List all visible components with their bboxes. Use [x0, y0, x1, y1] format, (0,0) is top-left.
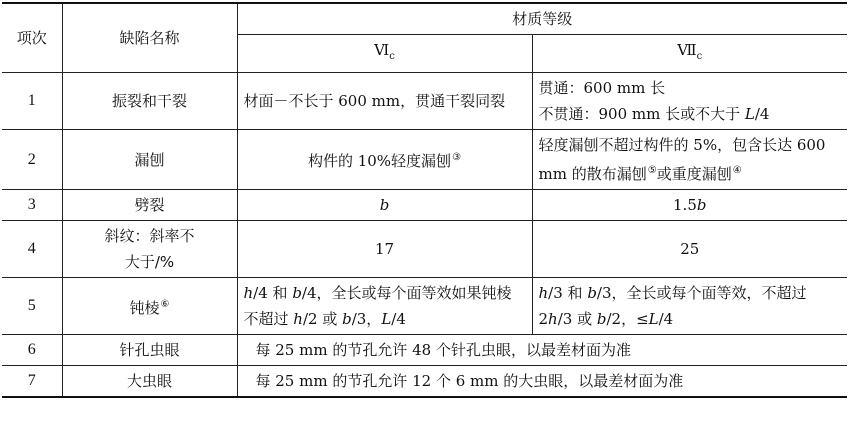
row-number: 3 — [2, 190, 62, 221]
row-number: 7 — [2, 366, 62, 398]
footnote-marker: ③ — [452, 152, 462, 163]
grade-viic-value: 贯通：600 mm 长 不贯通：900 mm 长或不大于 L/4 — [532, 73, 847, 130]
table-row — [2, 221, 847, 278]
grade-viic-value: h/3 和 b/3，全长或每个面等效，不超过 2h/3 或 b/2，≤L/4 — [532, 278, 847, 335]
header-defect-name: 缺陷名称 — [62, 3, 237, 73]
table-row — [2, 130, 847, 190]
defect-name: 斜纹：斜率不 大于/% — [62, 221, 237, 278]
defect-name: 针孔虫眼 — [62, 335, 237, 366]
table-row — [2, 278, 847, 335]
header-material-grade: 材质等级 — [237, 3, 847, 35]
header-grade-viic: $Ⅶ_c$ — [532, 35, 847, 73]
grade-vic-value: b — [237, 190, 532, 221]
table-row — [2, 335, 847, 366]
grade-combined-value: 每 25 mm 的节孔允许 48 个针孔虫眼，以最差材面为准 — [237, 335, 847, 366]
row-number: 2 — [2, 130, 62, 190]
footnote-marker: ⑤ — [647, 165, 657, 176]
grade-vic-value: 构件的 10%轻度漏刨③ — [237, 130, 532, 190]
row-number: 5 — [2, 278, 62, 335]
grade-vic-value: h/4 和 b/4，全长或每个面等效如果钝棱不超过 h/2 或 b/3，L/4 — [237, 278, 532, 335]
grade-vic-value: 材面－不长于 600 mm，贯通干裂同裂 — [237, 73, 532, 130]
row-number: 6 — [2, 335, 62, 366]
footnote-marker: ④ — [732, 165, 742, 176]
header-grade-vic: $Ⅵ_c$ — [237, 35, 532, 73]
table-row — [2, 366, 847, 398]
grade-vic-value: 17 — [237, 221, 532, 278]
grade-viic-value: 1.5b — [532, 190, 847, 221]
row-number: 4 — [2, 221, 62, 278]
table-row — [2, 190, 847, 221]
header-item-no: 项次 — [2, 3, 62, 73]
defect-name: 钝棱⑥ — [62, 278, 237, 335]
defect-name: 振裂和干裂 — [62, 73, 237, 130]
defect-name: 劈裂 — [62, 190, 237, 221]
header-row — [2, 3, 847, 35]
footnote-marker: ⑥ — [160, 298, 170, 310]
defect-grade-table — [2, 2, 847, 398]
defect-name: 大虫眼 — [62, 366, 237, 398]
table-row — [2, 73, 847, 130]
grade-viic-value: 轻度漏刨不超过构件的 5%，包含长达 600 mm 的散布漏刨⑤或重度漏刨④ — [532, 130, 847, 190]
grade-viic-value: 25 — [532, 221, 847, 278]
row-number: 1 — [2, 73, 62, 130]
grade-combined-value: 每 25 mm 的节孔允许 12 个 6 mm 的大虫眼，以最差材面为准 — [237, 366, 847, 398]
defect-name: 漏刨 — [62, 130, 237, 190]
